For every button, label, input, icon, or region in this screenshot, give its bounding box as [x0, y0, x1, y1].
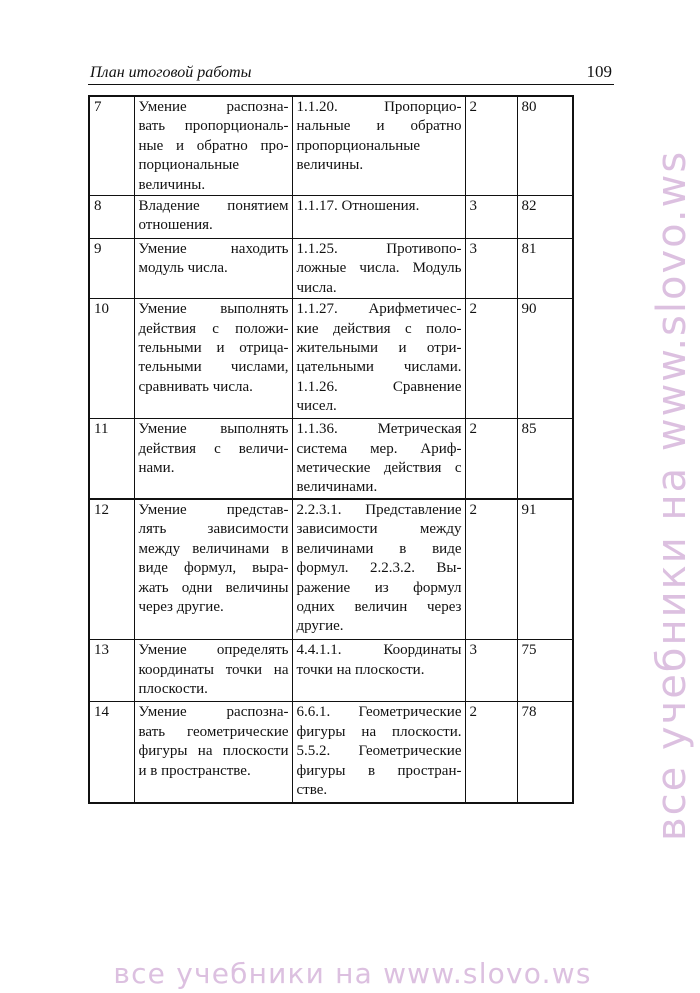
level-cell: 3	[465, 196, 517, 239]
percent-cell: 78	[517, 702, 573, 803]
cell-line: сравнивать числа.	[138, 378, 253, 395]
cell-line: порциональные	[138, 157, 239, 174]
table-row	[89, 640, 573, 702]
cell-line: фигуры на плоскости	[138, 743, 289, 760]
percent-cell: 75	[517, 640, 573, 702]
cell-line: величинами в виде	[296, 540, 462, 557]
percent-cell: 90	[517, 299, 573, 419]
cell-line: модуль числа.	[138, 260, 228, 277]
cell-line: фигуры на плоскости.	[296, 723, 462, 740]
cell-line: действия с величи-	[138, 440, 289, 457]
level-cell: 2	[465, 96, 517, 196]
row-number-cell: 11	[89, 419, 134, 499]
table-row	[89, 96, 573, 196]
running-header	[88, 60, 614, 85]
skill-cell	[134, 96, 292, 196]
skill-cell	[134, 239, 292, 299]
cell-line: величинами.	[296, 479, 378, 496]
content-element-cell	[292, 196, 465, 239]
cell-line: цательными числами.	[296, 359, 462, 376]
cell-line: виде формул, выра-	[138, 560, 289, 577]
cell-line: 4.4.1.1. Координаты	[296, 642, 462, 659]
cell-line: точки на плоскости.	[296, 661, 425, 678]
cell-line: нами.	[138, 460, 175, 477]
table-row	[89, 702, 573, 803]
level-cell: 3	[465, 239, 517, 299]
cell-line: зависимости между	[296, 521, 462, 538]
content-element-cell	[292, 239, 465, 299]
cell-line: Умение выполнять	[138, 421, 289, 438]
cell-line: чисел.	[296, 398, 337, 415]
cell-line: 6.6.1. Геометрические	[296, 704, 462, 721]
cell-line: жать одни величины	[138, 579, 289, 596]
table-row	[89, 419, 573, 499]
cell-line: между величинами в	[138, 540, 289, 557]
percent-cell: 80	[517, 96, 573, 196]
cell-line: ражение из формул	[296, 579, 462, 596]
table-row	[89, 299, 573, 419]
cell-line: нальные и обратно	[296, 118, 462, 135]
skill-cell	[134, 640, 292, 702]
percent-cell: 82	[517, 196, 573, 239]
page-number: 109	[586, 62, 612, 81]
cell-line: другие.	[296, 618, 344, 635]
level-cell: 3	[465, 640, 517, 702]
cell-line: ные и обратно про-	[138, 137, 289, 154]
cell-line: 1.1.20. Пропорцио-	[296, 99, 462, 115]
skill-cell	[134, 499, 292, 640]
content-element-cell	[292, 499, 465, 640]
cell-line: 1.1.36. Метрическая	[296, 421, 462, 438]
cell-line: 2.2.3.1. Представление	[296, 501, 462, 518]
cell-line: Умение представ-	[138, 501, 289, 518]
cell-line: метические действия с	[296, 460, 462, 477]
content-element-cell	[292, 299, 465, 419]
row-number-cell: 13	[89, 640, 134, 702]
cell-line: тельными числами,	[138, 359, 289, 376]
cell-line: система мер. Ариф-	[296, 440, 462, 457]
cell-line: фигуры в простран-	[296, 762, 462, 779]
cell-line: 1.1.17. Отношения.	[296, 198, 420, 215]
level-cell: 2	[465, 499, 517, 640]
percent-cell: 91	[517, 499, 573, 640]
skill-cell	[134, 702, 292, 803]
cell-line: координаты точки на	[138, 661, 289, 678]
cell-line: и в пространстве.	[138, 762, 251, 779]
cell-line: 1.1.27. Арифметичес-	[296, 301, 462, 318]
cell-line: вать пропорциональ-	[138, 118, 289, 135]
cell-line: 1.1.25. Противопо-	[296, 241, 462, 258]
cell-line: отношения.	[138, 217, 213, 234]
row-number-cell: 9	[89, 239, 134, 299]
percent-cell: 81	[517, 239, 573, 299]
cell-line: лять зависимости	[138, 521, 289, 538]
table-row	[89, 239, 573, 299]
content-element-cell	[292, 96, 465, 196]
row-number-cell: 8	[89, 196, 134, 239]
cell-line: одних величин через	[296, 598, 462, 615]
percent-cell: 85	[517, 419, 573, 499]
cell-line: ложные числа. Модуль	[296, 260, 462, 277]
cell-line: кие действия с поло-	[296, 320, 462, 337]
cell-line: жительными и отри-	[296, 340, 462, 357]
cell-line: Умение определять	[138, 642, 289, 659]
cell-line: 5.5.2. Геометрические	[296, 743, 462, 760]
cell-line: вать геометрические	[138, 723, 289, 740]
level-cell: 2	[465, 299, 517, 419]
watermark-bottom: все учебники на www.slovo.ws	[113, 957, 592, 990]
row-number-cell: 12	[89, 499, 134, 640]
cell-line: пропорциональные	[296, 137, 421, 154]
cell-line: 1.1.26. Сравнение	[296, 378, 462, 395]
cell-line: Умение выполнять	[138, 301, 289, 318]
content-element-cell	[292, 419, 465, 499]
skill-cell	[134, 299, 292, 419]
row-number-cell: 7	[89, 96, 134, 196]
work-plan-table	[88, 95, 574, 804]
cell-line: плоскости.	[138, 681, 208, 698]
cell-line: через другие.	[138, 598, 224, 615]
level-cell: 2	[465, 702, 517, 803]
skill-cell	[134, 196, 292, 239]
content-element-cell	[292, 702, 465, 803]
level-cell: 2	[465, 419, 517, 499]
watermark-vertical: все учебники на www.slovo.ws	[649, 149, 695, 841]
cell-line: величины.	[138, 176, 206, 193]
cell-line: действия с положи-	[138, 320, 289, 337]
cell-line: Умение распозна-	[138, 99, 289, 115]
running-title: План итоговой работы	[90, 64, 252, 81]
cell-line: формул. 2.2.3.2. Вы-	[296, 560, 462, 577]
cell-line: Умение распозна-	[138, 704, 289, 721]
cell-line: числа.	[296, 279, 337, 296]
row-number-cell: 14	[89, 702, 134, 803]
cell-line: Умение находить	[138, 241, 289, 258]
cell-line: Владение понятием	[138, 198, 289, 215]
cell-line: величины.	[296, 157, 364, 174]
table-row	[89, 499, 573, 640]
table-row	[89, 196, 573, 239]
table-body	[89, 96, 573, 803]
skill-cell	[134, 419, 292, 499]
cell-line: тельными и отрица-	[138, 340, 289, 357]
content-element-cell	[292, 640, 465, 702]
cell-line: стве.	[296, 782, 328, 798]
row-number-cell: 10	[89, 299, 134, 419]
